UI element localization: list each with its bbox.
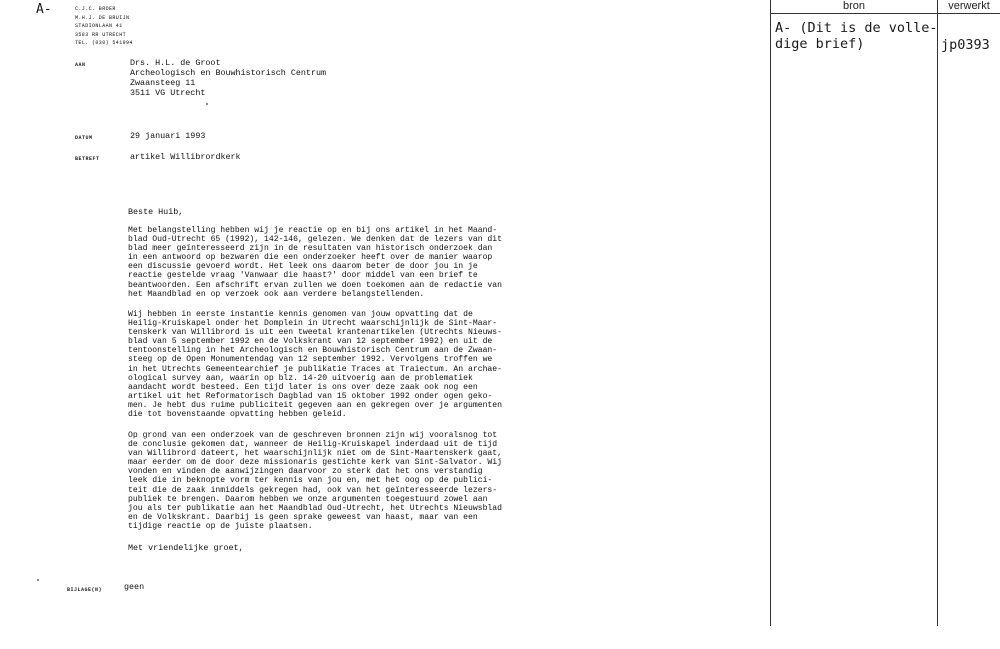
salutation: Beste Huib,: [128, 207, 184, 217]
paragraph-line: een discussie gevoerd wordt. Het leek ons daarom beter de door jou in je: [128, 262, 478, 272]
sender-name: C.J.C. BROER: [75, 6, 116, 12]
table-header-rule: [770, 13, 1000, 14]
paragraph-line: tijdige reactie op de juiste plaatsen.: [128, 521, 313, 531]
paragraph-1: [128, 226, 502, 299]
sender-street: STADIONLAAN 41: [75, 23, 123, 29]
paragraph-line: artikel uit het Reformatorisch Dagblad van 15 oktober 1992 onder ogen geko-: [128, 391, 493, 401]
paragraph-line: steeg op de Open Monumentendag van 12 september 1992. Vervolgens troffen we: [128, 355, 493, 365]
paragraph-line: en de Volkskrant. Daarbij is geen sprake geweest van haast, maar van een: [128, 512, 478, 522]
paragraph-line: Heilig-Kruiskapel onder het Domplein in Utrecht waarschijnlijk de Sint-Maar-: [128, 319, 498, 329]
paragraph-line: Op grond van een onderzoek van de geschreven bronnen zijn wij vooralsnog tot: [128, 431, 498, 440]
closing: Met vriendelijke groet,: [128, 543, 244, 553]
column-header-verwerkt: verwerkt: [948, 0, 990, 12]
source-note-line-2: dige brief): [775, 36, 865, 52]
source-note: [775, 20, 938, 52]
speck: [37, 579, 39, 581]
paragraph-line: de conclusie gekomen dat, wanneer de Heilig-Kruiskapel inderdaad uit de tijd: [128, 440, 498, 450]
source-note-line-1: A- (Dit is de volle-: [775, 20, 938, 36]
paragraph-line: van Willibrord dateert, het waarschijnlijk niet om de Sint-Maartenskerk gaat,: [128, 449, 502, 459]
paragraph-line: ological survey aan, waarin op blz. 14-20 uitvoerig aan de problematiek: [128, 373, 473, 383]
sender-block: [75, 5, 133, 48]
addressee-line-2: Archeologisch en Bouwhistorisch Centrum: [130, 68, 327, 78]
paragraph-line: beantwoorden. Een afschrift ervan zullen we doen toekomen aan de redactie van: [128, 280, 502, 290]
paragraph-2: [128, 310, 502, 420]
paragraph-line: maar eerder om de door deze missionaris gestichte kerk van Sint-Salvator. Wij: [128, 458, 502, 468]
sender-city: 3583 RR UTRECHT: [75, 31, 127, 38]
paragraph-line: in een antwoord op bezwaren die een onderzoeker heeft over de manier waarop: [128, 253, 493, 263]
paragraph-line: publiek te brengen. Daarom hebben we onze argumenten toegestuurd zowel aan: [128, 494, 488, 504]
sender-name-2: M.H.J. DE BRUIJN: [75, 14, 130, 21]
paragraph-line: Wij hebben in eerste instantie kennis genomen van jouw opvatting dat de: [128, 310, 473, 319]
paragraph-line: reactie gestelde vraag 'Vanwaar die haast?' door middel van een brief te: [128, 271, 478, 281]
table-divider: [937, 0, 938, 626]
paragraph-line: aandacht wordt besteed. Een tijd later is ons over deze zaak ook nog een: [128, 382, 478, 392]
paragraph-line: teit die de zaak inmiddels gekregen had, ook van het geïnteresseerde lezers-: [128, 485, 498, 495]
letter-date: 29 januari 1993: [130, 131, 206, 141]
paragraph-line: in het Utrechts Gemeentearchief je publikatie Traces at Traiectum. An archae-: [128, 364, 502, 374]
addressee-block: [130, 58, 326, 98]
paragraph-line: blad Oud-Utrecht 65 (1992), 142-146, gelezen. We denken dat de lezers van dit: [128, 235, 502, 245]
label-aan: AAN: [75, 62, 86, 68]
paragraph-line: die tot bovenstaande opvatting hebben geleid.: [128, 410, 347, 420]
label-datum: DATUM: [75, 135, 93, 141]
paragraph-line: leek die in beknopte vorm ter kennis van jou en, met het oog op de publici-: [128, 476, 493, 486]
paragraph-line: blad van 5 september 1992 en de Volkskrant van 12 september 1992) en uit de: [128, 337, 493, 347]
addressee-line-1: Drs. H.L. de Groot: [130, 58, 221, 68]
paragraph-line: vonden en vinden de aanwijzingen daarvoor zo sterk dat het ons verstandig: [128, 467, 483, 477]
paragraph-line: jou als ter publikatie aan het Maandblad Oud-Utrecht, het Utrechts Nieuwsblad: [128, 503, 502, 513]
paragraph-line: het Maandblad en op verzoek ook aan verdere belangstellenden.: [128, 289, 425, 299]
processed-code: jp0393: [941, 37, 990, 53]
letter-subject: artikel Willibrordkerk: [130, 152, 241, 162]
paragraph-line: tentoonstelling in het Archeologisch en Bouwhistorisch Centrum aan de Zwaan-: [128, 346, 498, 356]
label-bijlage: BIJLAGE(N): [67, 587, 103, 593]
paragraph-line: men. Je hebt dus ruime publiciteit gegeven aan en gekregen over je argumenten: [128, 400, 502, 410]
label-betreft: BETREFT: [75, 156, 100, 162]
addressee-line-3: Zwaansteeg 11: [130, 78, 196, 88]
sender-phone: TEL. (030) 541994: [75, 40, 133, 46]
margin-mark: A-: [36, 2, 52, 17]
attachment-value: geen: [124, 582, 145, 592]
paragraph-line: Met belangstelling hebben wij je reactie op en bij ons artikel in het Maand-: [128, 226, 498, 235]
paragraph-line: blad meer geïnteresseerd zijn in de resultaten van historisch onderzoek dan: [128, 244, 493, 254]
speck: [206, 103, 208, 105]
paragraph-line: tenskerk van Willibrord is uit een tweetal krantenartikelen (Utrechts Nieuws-: [128, 328, 502, 338]
paragraph-3: [128, 431, 502, 531]
table-border-left: [770, 0, 771, 626]
column-header-bron: bron: [842, 0, 866, 12]
addressee-line-4: 3511 VG Utrecht: [130, 88, 206, 98]
